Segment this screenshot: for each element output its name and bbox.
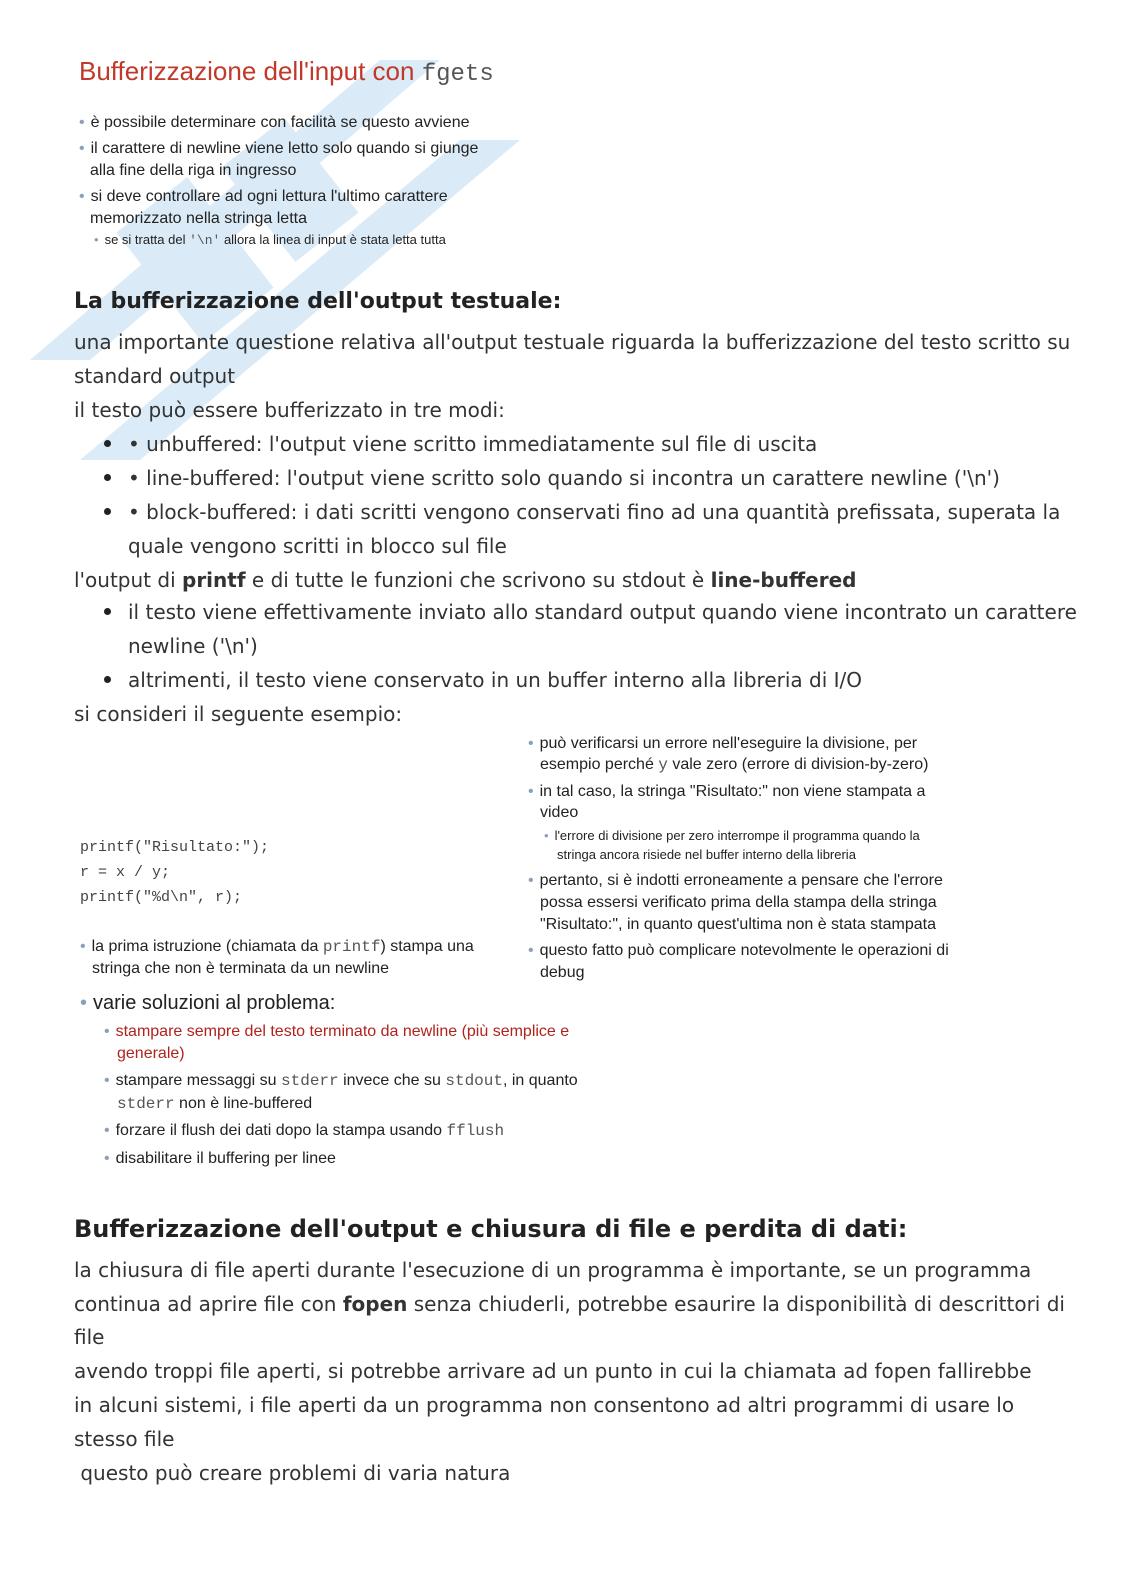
slide-bullet: • si deve controllare ad ogni lettura l'ultimo carattere — [79, 188, 448, 205]
paragraph-line: il testo può essere bufferizzato in tre modi: — [74, 398, 505, 422]
slide-bullet-cont: video — [540, 804, 579, 821]
bullet-dot — [104, 676, 111, 683]
slide-bullet-cont: esempio perché y vale zero (errore di division-by-zero) — [540, 756, 929, 774]
paragraph-line: standard output — [74, 364, 236, 388]
paragraph-line: avendo troppi file aperti, si potrebbe arrivare ad un punto in cui la chiamata ad fopen fallirebbe — [74, 1359, 1032, 1383]
slide-title: Bufferizzazione dell'input con fgets — [79, 56, 494, 88]
paragraph-line: una importante questione relativa all'output testuale riguarda la bufferizzazione del testo scritto su — [74, 330, 1071, 354]
list-item: altrimenti, il testo viene conservato in un buffer interno alla libreria di I/O — [128, 668, 863, 692]
bullet-dot — [104, 508, 111, 515]
slide-subbullet-cont: stringa ancora risiede nel buffer interno della libreria — [557, 847, 856, 862]
slide-bullet: • è possibile determinare con facilità se questo avviene — [79, 114, 470, 131]
solution-item-cont: generale) — [117, 1045, 185, 1062]
paragraph-line: questo può creare problemi di varia natura — [74, 1461, 511, 1485]
slide-bullet: • la prima istruzione (chiamata da printf) stampa una — [80, 938, 474, 956]
slide-bullet-cont: alla fine della riga in ingresso — [90, 162, 297, 179]
list-item: • line-buffered: l'output viene scritto solo quando si incontra un carattere newline ('\n') — [128, 466, 1000, 490]
section-heading: La bufferizzazione dell'output testuale: — [74, 289, 562, 314]
solution-item: • forzare il flush dei dati dopo la stampa usando fflush — [104, 1122, 505, 1140]
paragraph-line: in alcuni sistemi, i file aperti da un programma non consentono ad altri programmi di usare lo — [74, 1393, 1015, 1417]
slide-bullet-cont: "Risultato:", in quanto quest'ultima non è stata stampata — [540, 916, 936, 933]
solutions-title: • varie soluzioni al problema: — [80, 992, 336, 1014]
paragraph-line: si consideri il seguente esempio: — [74, 702, 403, 726]
paragraph-line: file — [74, 1325, 105, 1349]
bullet-dot — [104, 608, 111, 615]
list-item-cont: quale vengono scritti in blocco sul file — [128, 534, 507, 558]
paragraph-line: stesso file — [74, 1427, 175, 1451]
slide-subbullet: • l'errore di divisione per zero interrompe il programma quando la — [544, 828, 920, 843]
slide-bullet-cont: debug — [540, 964, 585, 981]
solution-item: • disabilitare il buffering per linee — [104, 1150, 336, 1167]
slide-bullet-cont: stringa che non è terminata da un newline — [92, 960, 390, 977]
paragraph-line: continua ad aprire file con fopen senza chiuderli, potrebbe esaurire la disponibilità di descrittori di — [74, 1292, 1065, 1316]
slide-bullet-cont: memorizzato nella stringa letta — [90, 210, 307, 227]
list-item-cont: newline ('\n') — [128, 634, 258, 658]
list-item: • block-buffered: i dati scritti vengono conservati fino ad una quantità prefissata, superata la — [128, 500, 1061, 524]
bullet-dot — [104, 474, 111, 481]
solution-item-cont: stderr non è line-buffered — [117, 1095, 313, 1113]
list-item: il testo viene effettivamente inviato allo standard output quando viene incontrato un carattere — [128, 600, 1077, 624]
slide-bullet: • può verificarsi un errore nell'eseguire la divisione, per — [528, 735, 918, 752]
slide-bullet: • questo fatto può complicare notevolmente le operazioni di — [528, 942, 949, 959]
code-snippet: printf("Risultato:"); r = x / y; printf("%d\n", r); — [80, 839, 270, 906]
section-heading: Bufferizzazione dell'output e chiusura di file e perdita di dati: — [74, 1215, 908, 1243]
slide-bullet-cont: possa essersi verificato prima della stampa della stringa — [540, 894, 937, 911]
slide-bullet: • in tal caso, la stringa "Risultato:" non viene stampata a — [528, 783, 926, 800]
slide-subbullet: • se si tratta del '\n' allora la linea di input è stata letta tutta — [94, 232, 446, 248]
paragraph-line: l'output di printf e di tutte le funzioni che scrivono su stdout è line-buffered — [74, 568, 857, 592]
slide-bullet: • il carattere di newline viene letto solo quando si giunge — [79, 140, 479, 157]
solution-item: • stampare sempre del testo terminato da newline (più semplice e — [104, 1023, 570, 1040]
paragraph-line: la chiusura di file aperti durante l'esecuzione di un programma è importante, se un programma — [74, 1258, 1032, 1282]
solution-item: • stampare messaggi su stderr invece che su stdout, in quanto — [104, 1072, 578, 1090]
slide-bullet: • pertanto, si è indotti erroneamente a pensare che l'errore — [528, 872, 943, 889]
bullet-dot — [104, 440, 111, 447]
list-item: • unbuffered: l'output viene scritto immediatamente sul file di uscita — [128, 432, 818, 456]
